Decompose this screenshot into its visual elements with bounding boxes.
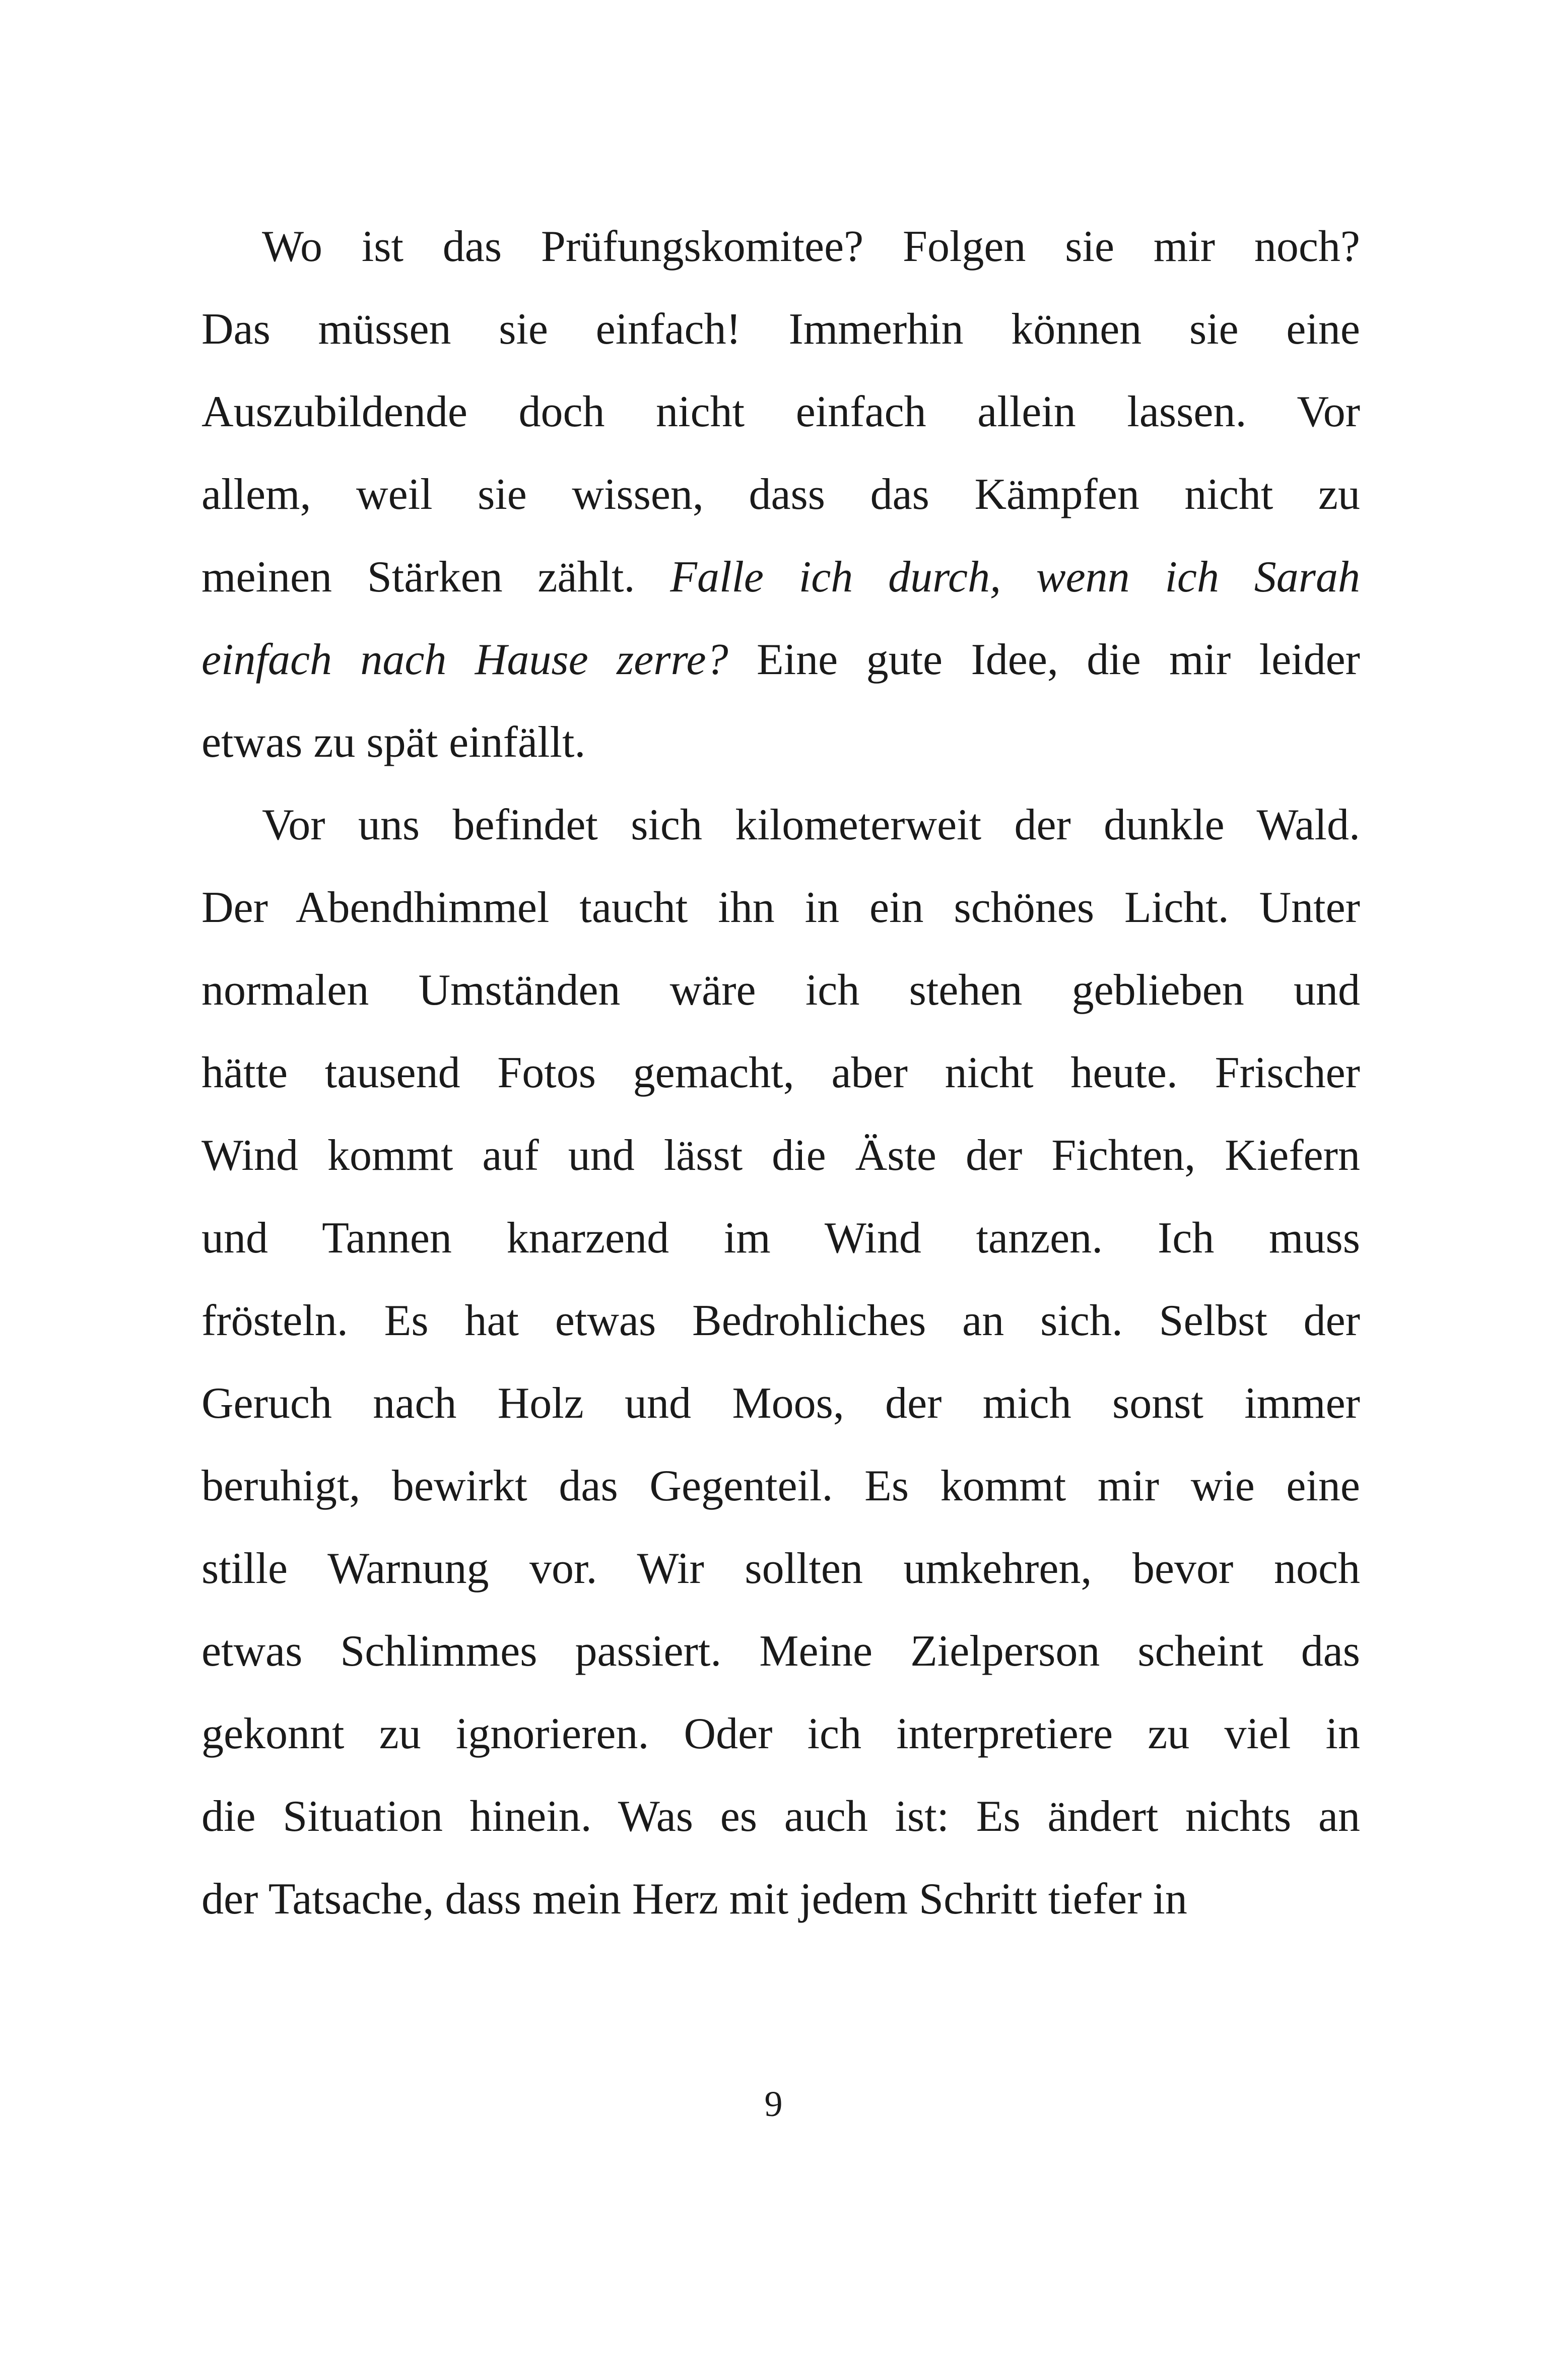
text-line [201,453,1360,536]
text-segment: normalen Umständen wäre ich stehen geblieben und [201,966,1360,1015]
text-segment: Wo ist das Prüfungskomitee? Folgen sie mir noch? [262,222,1360,271]
text-segment: Vor uns befindet sich kilometerweit der dunkle Wald. [262,801,1360,849]
text-line [201,1032,1360,1114]
text-segment: Der Abendhimmel taucht ihn in ein schönes Licht. Unter [201,883,1360,932]
text-segment: Das müssen sie einfach! Immerhin können sie eine [201,305,1360,354]
italic-text-segment: einfach nach Hause zerre? [201,635,728,684]
body-text [201,206,1360,1941]
text-segment: gekonnt zu ignorieren. Oder ich interpretiere zu viel in [201,1709,1360,1758]
page-number: 9 [764,2084,783,2124]
text-segment: Wind kommt auf und lässt die Äste der Fichten, Kiefern [201,1131,1360,1180]
text-segment: beruhigt, bewirkt das Gegenteil. Es kommt mir wie eine [201,1462,1360,1510]
text-line [201,1693,1360,1775]
text-line [201,784,1360,867]
text-line [201,1280,1360,1362]
text-line [201,1610,1360,1693]
text-segment: stille Warnung vor. Wir sollten umkehren, bevor noch [201,1544,1360,1593]
text-line [201,867,1360,949]
text-line [201,1775,1360,1858]
text-segment: Eine gute Idee, die mir leider [728,635,1360,684]
text-segment: etwas Schlimmes passiert. Meine Zielperson scheint das [201,1627,1360,1676]
text-segment: allem, weil sie wissen, dass das Kämpfen nicht zu [201,470,1360,519]
text-segment: die Situation hinein. Was es auch ist: Es ändert nichts an [201,1792,1360,1841]
text-line [201,206,1360,288]
text-segment: und Tannen knarzend im Wind tanzen. Ich muss [201,1214,1360,1263]
text-segment: Auszubildende doch nicht einfach allein lassen. Vor [201,387,1360,436]
text-segment: der Tatsache, dass mein Herz mit jedem Schritt tiefer in [201,1875,1187,1924]
text-line [201,1197,1360,1280]
text-segment: frösteln. Es hat etwas Bedrohliches an sich. Selbst der [201,1296,1360,1345]
text-segment: hätte tausend Fotos gemacht, aber nicht heute. Frischer [201,1048,1360,1097]
text-line [201,288,1360,371]
text-segment: Geruch nach Holz und Moos, der mich sonst immer [201,1379,1360,1428]
text-line [201,701,1360,784]
text-segment: etwas zu spät einfällt. [201,718,586,767]
text-line [201,619,1360,701]
text-line [201,1858,1360,1941]
text-line [201,1445,1360,1528]
text-segment: meinen Stärken zählt. [201,553,670,602]
text-line [201,536,1360,619]
italic-text-segment: Falle ich durch, wenn ich Sarah [670,553,1361,602]
text-line [201,1528,1360,1610]
text-line [201,1362,1360,1445]
text-line [201,1114,1360,1197]
text-line [201,949,1360,1032]
text-line [201,371,1360,453]
